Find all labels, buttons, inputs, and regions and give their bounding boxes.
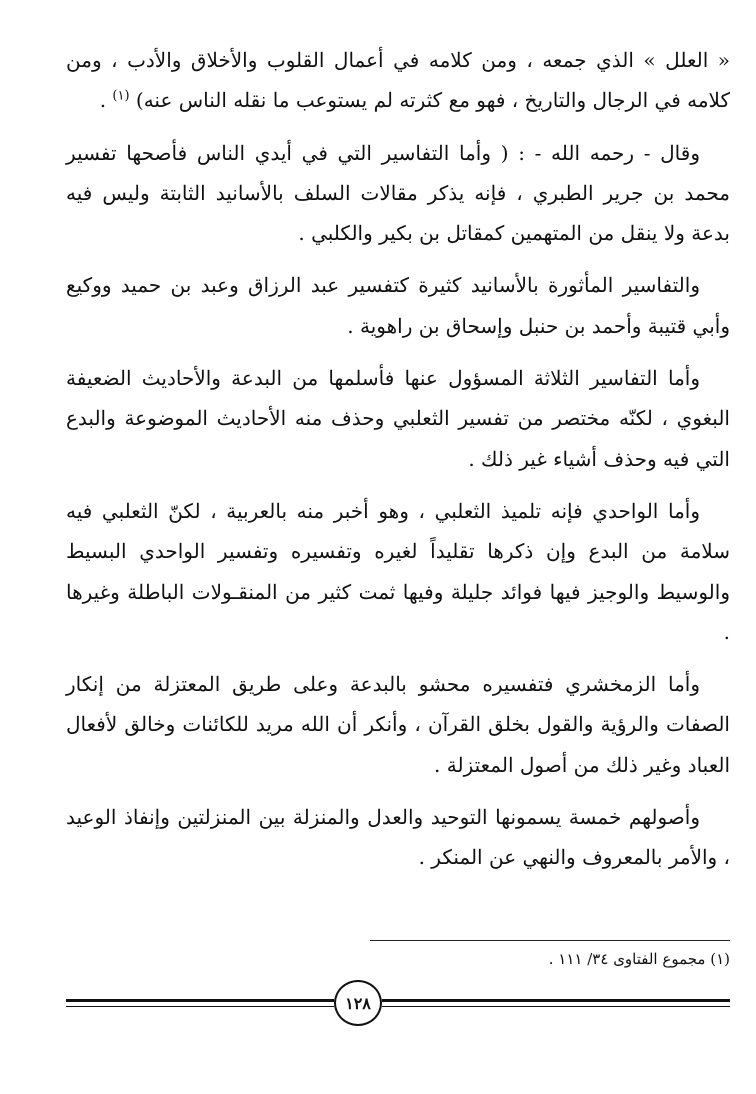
paragraph-2: وقال - رحمه الله - : ( وأما التفاسير التي في أيدي الناس فأصحها تفسير محمد بن جرير الطبري ، فإنه يذكر مقالات السلف بالأسانيد الثابتة وليس فيه بدعة ولا ينقل من المتهمين كمقاتل بن بكير والكلبي .	[66, 140, 730, 246]
paragraph-4: وأما التفاسير الثلاثة المسؤول عنها فأسلمها من البدعة والأحاديث الضعيفة البغوي ، لكنّه مختصر من تفسير الثعلبي وحذف منه الأحاديث الموضوعة والبدع التي فيه وحذف أشياء غير ذلك .	[66, 366, 730, 471]
page-footer	[66, 979, 730, 1029]
footer-rule-left-thin	[66, 1006, 334, 1007]
footer-rule-left	[66, 999, 334, 1002]
paragraph-7: وأصولهم خمسة يسمونها التوحيد والعدل والمنزلة بين المنزلتين وإنفاذ الوعيد ، والأمر بالمعروف والنهي عن المنكر .	[66, 805, 730, 870]
footer-rule-right-thin	[382, 1006, 730, 1007]
footnote-reference[interactable]: (١)	[112, 88, 130, 104]
main-text	[66, 40, 730, 890]
paragraph-1-text: « العلل » الذي جمعه ، ومن كلامه في أعمال القلوب والأخلاق والأدب ، ومن كلامه في الرجال والتاريخ ، فهو مع كثرته لم يستوعب ما نقله الناس عنه)	[66, 48, 730, 113]
paragraph-5: وأما الواحدي فإنه تلميذ الثعلبي ، وهو أخبر منه بالعربية ، لكنّ الثعلبي فيه سلامة من البدع وإن ذكرها تقليداً لغيره وتفسيره وتفسير الواحدي البسيط والوسيط والوجيز فيها فوائد جليلة وفيها ثمت كثير من المنقـولات الباطلة وغيرها .	[66, 498, 730, 644]
footnote-divider	[370, 940, 730, 941]
footnote: (١) مجموع الفتاوى ٣٤/ ١١١ .	[548, 950, 730, 968]
paragraph-3: والتفاسير المأثورة بالأسانيد كثيرة كتفسير عبد الرزاق وعبد بن حميد ووكيع وأبي قتيبة وأحمد بن حنبل وإسحاق بن راهوية .	[66, 273, 730, 338]
footer-rule-right	[382, 999, 730, 1002]
paragraph-1	[66, 40, 730, 121]
paragraph-1-end: .	[99, 88, 107, 113]
paragraph-6: وأما الزمخشري فتفسيره محشو بالبدعة وعلى طريق المعتزلة من إنكار الصفات والرؤية والقول بخلق القرآن ، وأنكر أن الله مريد للكائنات وخالق لأفعال العباد وغير ذلك من أصول المعتزلة .	[66, 672, 730, 777]
page-number: ١٢٨	[334, 980, 382, 1026]
